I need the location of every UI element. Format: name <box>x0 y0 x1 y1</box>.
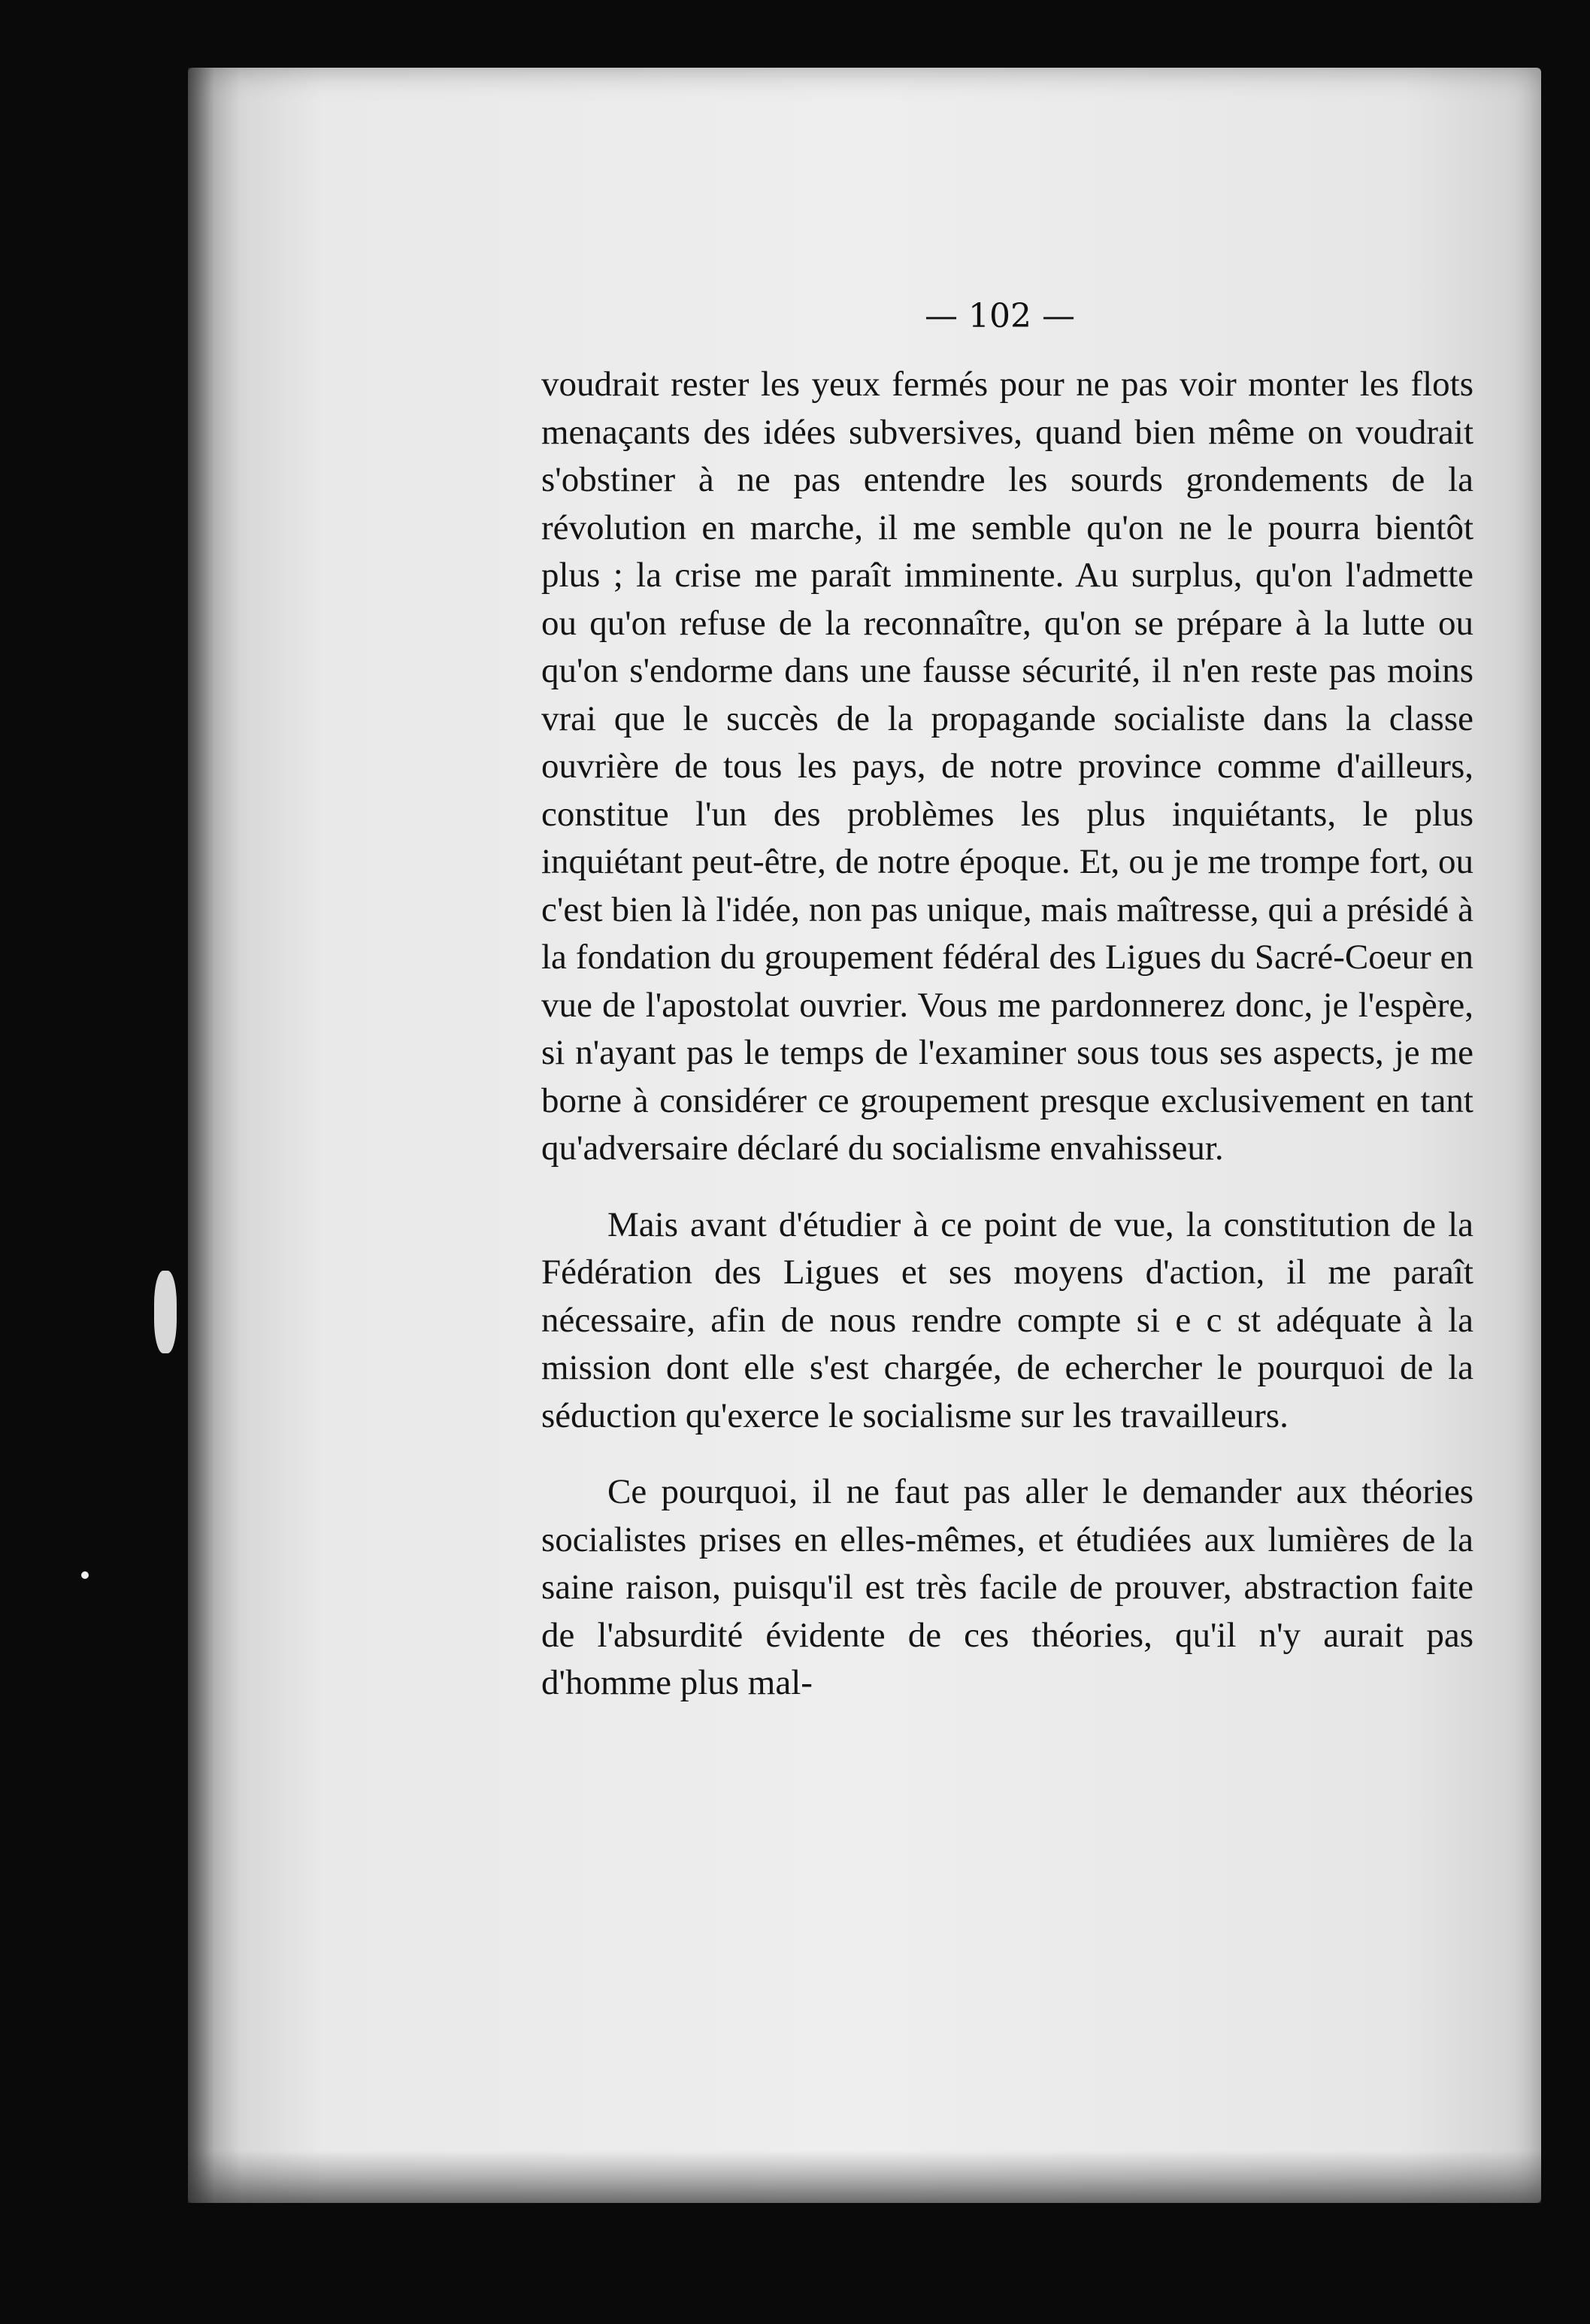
page-bottom-edge <box>188 2150 1541 2203</box>
page-number: — 102 — <box>925 297 1075 335</box>
paper-tear-mark <box>154 1271 177 1353</box>
paragraph-1: voudrait rester les yeux fermés pour ne pas voir monter les flots menaçants des idées subversives, quand bien même on voudrait s'obstiner à ne pas entendre les sourds grondements de la révolution en marche, il me semble qu'on ne le pourra bientôt plus ; la crise me paraît imminente. Au surplus, qu'on l'admette ou qu'on refuse de la reconnaître, qu'on se prépare à la lutte ou qu'on s'endorme dans une fausse sécurité, il n'en reste pas moins vrai que le succès de la propagande socialiste dans la classe ouvrière de tous les pays, de notre province comme d'ailleurs, constitue l'un des problèmes les plus inquiétants, le plus inquiétant peut-être, de notre époque. Et, ou je me trompe fort, ou c'est bien là l'idée, non pas unique, mais maîtresse, qui a présidé à la fondation du groupement fédéral des Ligues du Sacré-Coeur en vue de l'apostolat ouvrier. Vous me pardonnerez donc, je l'espère, si n'ayant pas le temps de l'examiner sous tous ses aspects, je me borne à considérer ce groupement presque exclusivement en tant qu'adversaire déclaré du socialisme envahisseur. <box>541 365 1473 1168</box>
paragraph-2: Mais avant d'étudier à ce point de vue, la constitution de la Fédération des Ligues et ses moyens d'action, il me paraît nécessaire, afin de nous rendre compte si e c st adéquate à la mission dont elle s'est chargée, de echercher le pourquoi de la séduction qu'exerce le socialisme sur les travailleurs. <box>541 1204 1473 1435</box>
paragraph-gap <box>541 1173 1473 1201</box>
binding-shadow <box>188 68 241 2203</box>
paragraph-3: Ce pourquoi, il ne faut pas aller le demander aux théories socialistes prises en elles-mêmes, et étudiées aux lumières de la saine raison, puisqu'il est très facile de prouver, abstraction faite de l'absurdité évidente de ces théories, qu'il n'y aurait pas d'homme plus mal- <box>541 1472 1473 1702</box>
body-text <box>541 361 1473 1707</box>
dust-speck <box>81 1571 89 1579</box>
paragraph-gap <box>541 1440 1473 1468</box>
